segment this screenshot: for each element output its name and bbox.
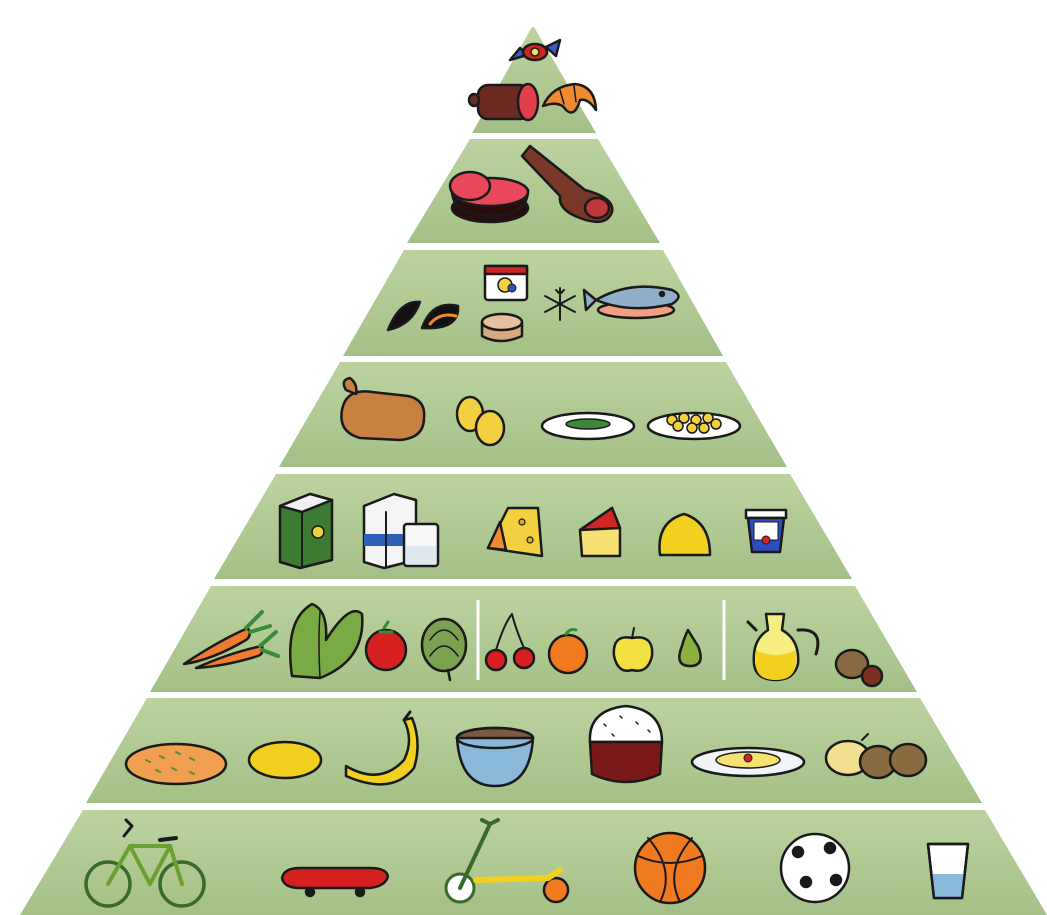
bun-icon [249, 742, 321, 778]
water-glass-icon [928, 844, 968, 898]
bread-icon [126, 744, 226, 784]
pasta-plate-icon [692, 748, 804, 776]
canned-food-icon [485, 266, 527, 300]
candy-icon [510, 40, 560, 60]
juice-carton-icon [280, 494, 332, 568]
basketball-icon [635, 833, 705, 903]
yogurt-icon [746, 510, 786, 552]
sausage-icon [469, 84, 538, 120]
canned-meat-icon [482, 314, 522, 341]
chickpeas-plate-icon [648, 413, 740, 439]
ball-icon [781, 834, 849, 902]
rice-bowl-icon [590, 706, 662, 782]
peas-plate-icon [542, 413, 634, 439]
